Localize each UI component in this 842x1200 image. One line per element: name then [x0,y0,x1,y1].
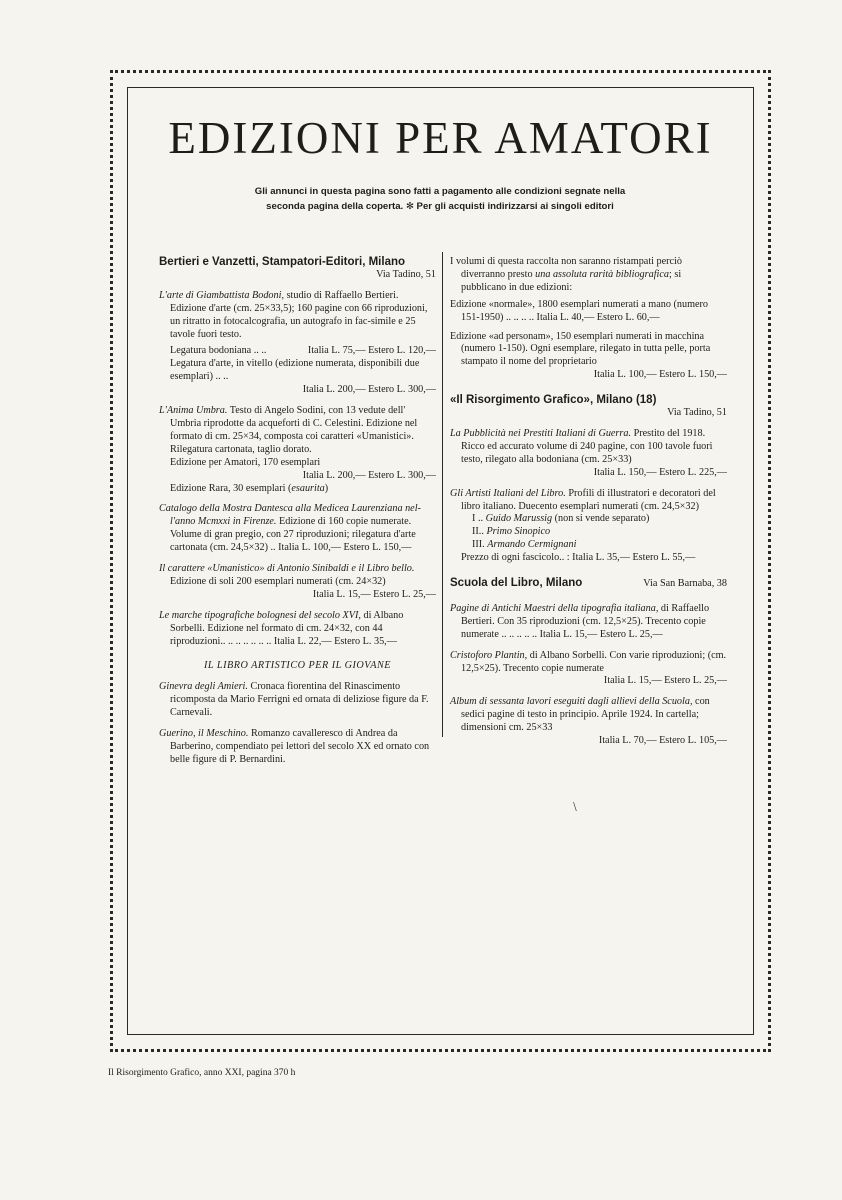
entry-marche [159,610,436,649]
intro-emphasis: una assoluta rarità bibliografica [535,268,669,280]
publisher-address: Via San Barnaba, 38 [643,578,727,590]
entry-text: con sedici pagine di testo in principio. Aprile 1924. In cartella; dimensioni cm. 25×33 [461,696,710,734]
list-number: I .. [472,513,486,525]
entry-title: Le marche tipografiche bolognesi del secolo XVI, [159,609,361,621]
entry-title: Catalogo della Mostra Dantesca alla Medicea Laurenziana nel-l'anno Mcmxxi in Firenze. [159,503,421,528]
entry-text: di Raffaello Bertieri. Con 35 riproduzioni (cm. 12,5×25). Trecento copie numerate .. .. .. .. .. Italia L. 15,— Estero L. 25,— [461,602,710,640]
entry-ginevra [159,681,436,720]
entry-text: Romanzo cavalleresco di Andrea da Barberino, compendiato pei lettori del secolo XX ed ornato con belle figure di P. Bernardini. [170,728,430,765]
publisher-name: Bertieri e Vanzetti, Stampatori-Editori, Milano [159,256,406,268]
price-value: Italia L. 15,— Estero L. 25,— [312,588,436,600]
entry-text: di Albano Sorbelli. Edizione nel formato di cm. 24×32, con 44 riproduzioni.. .. .. .. .. .. .. Italia L. 22,— Estero L. 35,— [170,609,404,647]
entry-title: Gli Artisti Italiani del Libro. [450,487,566,499]
right-column [450,256,727,748]
entry-catalogo [159,503,436,555]
price-label: Legatura bodoniana .. .. [170,345,267,357]
entry-text: Prestito del 1918. Ricco ed accurato volume di 240 pagine, con 100 tavole fuori testo, rilegato alla bodoniana (cm. 25×33) [461,427,713,465]
edition-normale: Edizione «normale», 1800 esemplari numerati a mano (numero 151-1950) .. .. .. .. Italia L. 40,— Estero L. 60,— [450,298,709,323]
list-item-note: (non si vende separato) [552,513,650,525]
entry-title: La Pubblicità nei Prestiti Italiani di Guerra. [450,427,632,439]
list-item-title: Primo Sinopico [486,526,551,538]
entry-title: L'Anima Umbra. [159,405,228,417]
entry-text: Testo di Angelo Sodini, con 13 vedute dell' Umbria riprodotte da acqueforti di C. Celestini. Edizione nel formato di cm. 25×34, composta coi caratteri «Umanistici». Rilegatura cartonata, taglio dorato. [170,405,418,455]
entry-artisti [450,488,727,565]
list-number: II.. [472,526,487,538]
entry-text: Edizione di 160 copie numerate. Volume di gran pregio, con 27 riproduzioni; rilegatura d'arte cartonata (cm. 24,5×32) .. Italia L. 100,— Estero L. 150,— [170,516,416,554]
left-column [159,256,436,767]
entry-anima-umbra [159,405,436,495]
price-value: Italia L. 100,— Estero L. 150,— [593,369,727,381]
price-value: Italia L. 200,— Estero L. 300,— [302,384,436,396]
price-value: Italia L. 200,— Estero L. 300,— [302,469,436,481]
publisher-heading [450,577,727,591]
entry-title: Il carattere «Umanistico» di Antonio Sinibaldi e il Libro bello. [159,563,415,575]
price-value: Italia L. 150,— Estero L. 225,— [593,466,727,478]
entry-umanistico [159,563,436,602]
price-value: Italia L. 75,— Estero L. 120,— [307,345,436,357]
entry-title: Pagine di Antichi Maestri della tipografia italiana, [450,602,659,614]
page-footer: Il Risorgimento Grafico, anno XXI, pagina 370 h [108,1068,296,1078]
price-value: Italia L. 15,— Estero L. 25,— [603,675,727,687]
entry-pagine [450,603,727,642]
price-value: Prezzo di ogni fascicolo.. : Italia L. 35,— Estero L. 55,— [461,552,696,564]
entry-title: Album di sessanta lavori eseguiti dagli allievi della Scuola, [450,696,693,708]
publisher-heading [450,394,727,407]
column-divider [442,252,443,737]
page-title: EDIZIONI PER AMATORI [168,113,713,163]
notice [220,184,660,214]
status-label: esaurita [291,482,325,494]
entry-title: Ginevra degli Amieri. [159,681,248,693]
entry-text: di Albano Sorbelli. Con varie riproduzioni; (cm. 12,5×25). Trecento copie numerate [461,649,727,674]
publisher-address: Via Tadino, 51 [376,268,436,280]
entry-text: Profili di illustratori e decoratori del libro italiano. Duecento esemplari numerati (cm. 24,5×32) [461,487,716,512]
notice-line: Gli annunci in questa pagina sono fatti a pagamento alle condizioni segnate nella [254,186,626,197]
entry-text: studio di Raffaello Bertieri. Edizione d'arte (cm. 25×33,5); 160 pagine con 66 riproduzioni, un ritratto in fotocalcografia, un autografo in fac-simile e 25 tavole fuori testo. [170,289,428,340]
publisher-name: Scuola del Libro, Milano [450,577,583,590]
entry-title: Guerino, il Meschino. [159,728,249,740]
notice-line: seconda pagina della coperta. ✻ Per gli acquisti indirizzarsi ai singoli editori [266,201,614,212]
publisher-address: Via Tadino, 51 [667,407,727,419]
entry-text: Edizione di soli 200 esemplari numerati (cm. 24×32) [170,575,386,587]
entry-title: Cristoforo Plantin, [450,649,528,661]
price-label: Legatura d'arte, in vitello (edizione numerata, disponibili due esemplari) .. .. [170,358,420,383]
publisher-heading [159,256,436,269]
entry-guerino [159,728,436,767]
intro-text: ; si pubblicano in due edizioni: [461,268,682,293]
list-item-title: Armando Cermignani [487,539,577,551]
price-value: Italia L. 70,— Estero L. 105,— [598,735,727,747]
entry-bodoni [159,290,436,397]
entry-title: L'arte di Giambattista Bodoni, [159,289,285,301]
price-label: Edizione per Amatori, 170 esemplari [170,456,321,468]
publisher-name: «Il Risorgimento Grafico», Milano (18) [450,394,657,407]
price-label: Edizione Rara, 30 esemplari ( [170,482,292,494]
entry-pubblicita [450,428,727,480]
entry-text: Cronaca fiorentina del Rinascimento ricomposta da Mario Ferrigni ed ornata di deliziose figure da F. Carnevali. [170,681,429,719]
intro-text: I volumi di questa raccolta non saranno ristampati perciò diverranno presto [450,256,682,280]
price-label-end: ) [324,482,329,494]
entry-plantin [450,650,727,689]
ink-mark: ﹨ [568,799,582,814]
section-heading: IL LIBRO ARTISTICO PER IL GIOVANE [204,660,391,672]
entry-album [450,696,727,748]
edition-ad-personam: Edizione «ad personam», 150 esemplari numerati in macchina (numero 1-150). Ogni esemplare, rilegato in tutta pelle, porta stampato il nome del proprietario [450,330,711,368]
list-item-title: Guido Marussig [485,513,553,525]
list-number: III. [472,539,488,551]
